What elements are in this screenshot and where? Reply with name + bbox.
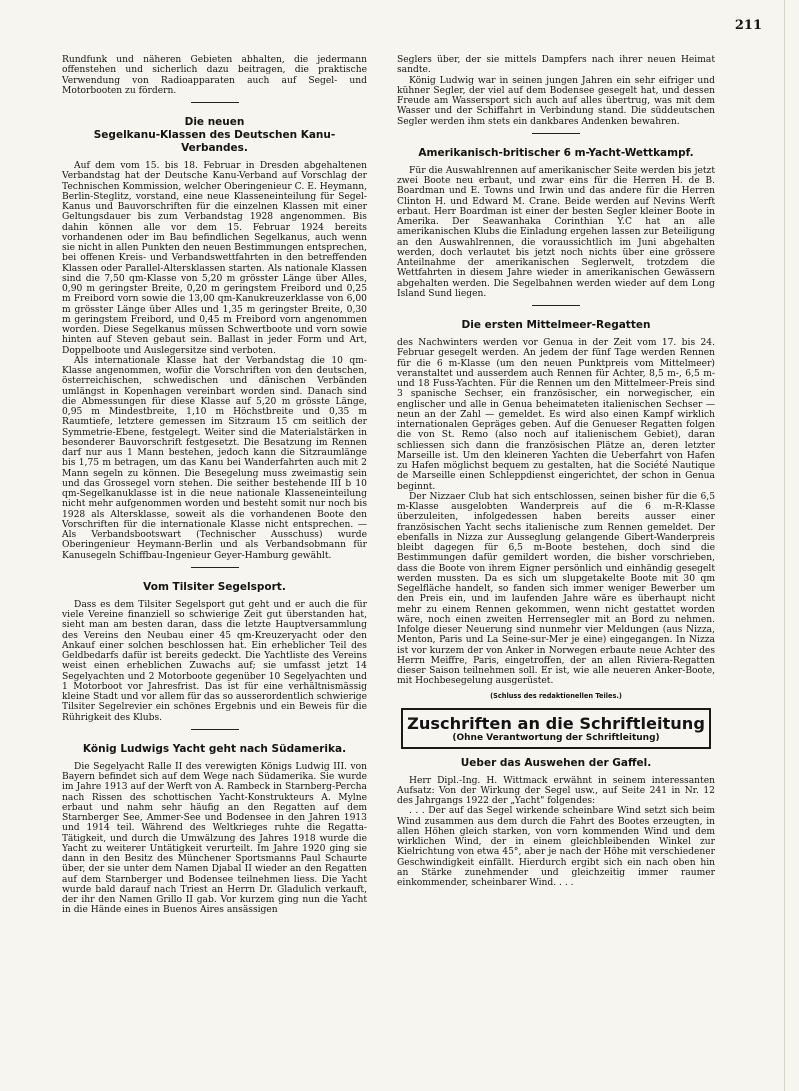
page-number: 211	[734, 18, 762, 33]
article-kanu-title: Die neuen	[184, 116, 245, 128]
article-ludwig-paragraph: Die Segelyacht Ralle II des verewigten Königs Ludwig III. von Bayern befindet sich auf dem Wege nach Südamerika. Sie wurde im Jahre 1913 auf der Werft von A. Rambeck in Starnberg-Percha nach Rissen des schottischen Yacht-Konstrukteurs A. Mylne erbaut und nahm sehr häufig an den Regatten auf dem Starnberger See, Ammer-See und Bodensee in den Jahren 1913 und 1914 teil. Während des Weltkrieges ruhte die Regatta-Tätigkeit, und durch die Umwälzung des Jahres 1918 wurde die Yacht zu weiterer Untätigkeit verurteilt. Im Jahre 1920 ging sie dann in den Besitz des Münchener Sportsmanns Paul Schaurte über, der sie unter dem Namen Djabal II wieder an den Regatten auf dem Starnberger und Bodensee teilnehmen liess. Die Yacht wurde bald darauf nach Triest an Herrn Dr. Gladulich verkauft, der ihr den Namen Grillo II gab. Vor kurzem ging nun die Yacht in die Hände eines in Buenos Aires ansässigen	[62, 761, 367, 916]
article-tilsit-paragraph: Dass es dem Tilsiter Segelsport gut geht und er auch die für viele Vereine finanziell so schwierige Zeit gut überstanden hat, sieht man am besten daran, dass die letzte Hauptversammlung des Vereins den Neubau einer 45 qm-Kreuzeryacht oder den Ankauf einer solchen beschlossen hat. Ein erheblicher Teil des Geldbedarfs dafür ist bereits gedeckt. Die Yachtliste des Vereins weist einen erheblichen Zuwachs auf; sie umfasst jetzt 14 Segelyachten und 2 Motorboote gegenüber 10 Segelyachten und 1 Motorboot vor Jahresfrist. Das ist für eine verhältnismässig kleine Stadt und vor allem für das so ausserordentlich schwierige Tilsiter Segelrevier ein schönes Ergebnis und ein Beweis für die Rührigkeit des Klubs.	[62, 599, 367, 723]
letters-box-subtitle: (Ohne Verantwortung der Schriftleitung)	[452, 732, 660, 743]
article-kanu-paragraph: Als internationale Klasse hat der Verbandstag die 10 qm-Klasse angenommen, wofür die Vorschriften von den deutschen, österreichischen, schwedischen und dänischen Verbänden umlängst in Kopenhagen vereinbart worden sind. Danach sind die Abmessungen für diese Klasse auf 5,20 m grösste Länge, 0,95 m Mindestbreite, 1,10 m Höchstbreite und 0,35 m Raumtiefe, letztere gemessen im Sitzraum 15 cm seitlich der Symmetrie-Ebene, festgelegt. Weiter sind die Materialstärken in besonderer Bauvorschrift festgesetzt. Die Besatzung im Rennen darf nur aus 1 Mann bestehen, jedoch kann die Sitzraumlänge bis 1,75 m betragen, um das Kanu bei Wanderfahrten auch mit 2 Mann segeln zu können. Die Besegelung muss zweimastig sein und das Grossegel vorn stehen. Die seither bestehende III b 10 qm-Segelkanuklasse ist in die neue nationale Klasseneinteilung nicht mehr aufgenommen worden und besteht somit nur noch bis 1928 als Altersklasse, soweit als die vorhandenen Boote den Vorschriften für die internationale Klasse nicht entsprechen. — Als Verbandsbootswart (Technischer Ausschuss) wurde Oberingenieur Heymann-Berlin und als Verbandsobmann für Kanusegeln Schiffbau-Ingenieur Geyer-Hamburg gewählt.	[62, 355, 367, 561]
divider	[532, 305, 580, 306]
article-gaffel-title: Ueber das Auswehen der Gaffel.	[460, 756, 652, 769]
article-mittelmeer-title: Die ersten Mittelmeer-Regatten	[461, 319, 651, 331]
letters-box	[401, 708, 711, 749]
page-edge	[784, 0, 791, 1091]
left-column	[62, 55, 367, 916]
article-tilsit-title: Vom Tilsiter Segelsport.	[143, 580, 286, 593]
intro-paragraph: Rundfunk und näheren Gebieten abhalten, die jedermann offenstehen und sicherlich dazu beitragen, die praktische Verwendung von Radioapparaten auch auf Segel- und Motorbooten zu fördern.	[62, 55, 367, 96]
article-mittelmeer-paragraph: Der Nizzaer Club hat sich entschlossen, seinen bisher für die 6,5 m-Klasse ausgelobten Wanderpreis auf die 6 m-R-Klasse überzuleiten, infolgedessen haben bereits ausser einer französischen Yacht sechs italienische zum Rennen gemeldet. Der ebenfalls in Nizza zur Ausseglung gelangende Gibert-Wanderpreis bleibt dagegen für 6,5 m-Boote bestehen, doch sind die Bestimmungen dafür gemildert worden, die bisher vorschrieben, dass die Boote von ihrem Eigner persönlich und einhändig gesegelt werden mussten. Da es sich um slupgetakelte Boote mit 30 qm Segelfläche handelt, so fanden sich immer weniger Bewerber um den Preis ein, und im laufenden Jahre wäre es überhaupt nicht mehr zu einem Rennen gekommen, wenn nicht gestattet worden wäre, noch einen zweiten Herrensegler mit an Bord zu nehmen. Infolge dieser Neuerung sind nunmehr vier Meldungen (aus Nizza, Menton, Paris und La Seine-sur-Mer je eine) eingegangen. In Nizza ist vor kurzem der von Anker in Norwegen erbaute neue Achter des Herrn Meiffre, Paris, eingetroffen, der an allen Riviera-Regatten dieser Saison teilnehmen soll. Er ist, wie alle neueren Anker-Boote, mit Hochbesegelung ausgerüstet.	[397, 491, 715, 687]
article-ludwig-title: König Ludwigs Yacht geht nach Südamerika.	[82, 742, 347, 755]
divider	[191, 567, 239, 568]
divider	[191, 729, 239, 730]
right-column	[397, 55, 715, 888]
closing-note: (Schluss des redaktionellen Teiles.)	[490, 691, 622, 700]
article-gaffel-paragraph: Herr Dipl.-Ing. H. Wittmack erwähnt in seinem interessanten Aufsatz: Von der Wirkung der Segel usw., auf Seite 241 in Nr. 12 des Jahrgangs 1922 der „Yacht" folgendes:	[397, 775, 715, 806]
letters-box-title: Zuschriften an die Schriftleitung	[407, 713, 705, 733]
divider	[532, 133, 580, 134]
continuation-paragraph: König Ludwig war in seinen jungen Jahren ein sehr eifriger und kühner Segler, der viel auf dem Bodensee gesegelt hat, und dessen Freude am Wassersport sich auch auf alles übertrug, was mit dem Wasser und der Schiffahrt in Verbindung stand. Die süddeutschen Segler werden ihm stets ein dankbares Andenken bewahren.	[397, 75, 715, 127]
continuation-paragraph: Seglers über, der sie mittels Dampfers nach ihrer neuen Heimat sandte.	[397, 55, 715, 76]
article-6m-title: Amerikanisch-britischer 6 m-Yacht-Wettkampf.	[418, 146, 694, 159]
article-gaffel-quote: . . . Der auf das Segel wirkende scheinbare Wind setzt sich beim Wind zusammen aus dem durch die Fahrt des Bootes erzeugten, in allen Höhen gleich starken, von vorn kommenden Wind und dem wirklichen Wind, der in einem gleichbleibenden Winkel zur Kielrichtung von etwa 45°, aber je nach der Höhe mit verschiedener Geschwindigkeit einfällt. Hierdurch ergibt sich ein nach oben hin an Stärke zunehmender und gleichzeitig immer raumer einkommender, scheinbarer Wind. . . .	[397, 806, 715, 888]
article-kanu-heading	[62, 116, 367, 155]
article-mittelmeer-paragraph: des Nachwinters werden vor Genua in der Zeit vom 17. bis 24. Februar gesegelt werden. An jedem der fünf Tage werden Rennen für die 6 m-Klasse (um den neuen Punktpreis vom Mittelmeer) veranstaltet und ausserdem auch Rennen für Achter, 8,5 m-, 6,5 m- und 18 Fuss-Yachten. Für die Rennen um den Mittelmeer-Preis sind 3 spanische Sechser, ein französischer, ein norwegischer, ein englischer und alle in Genua beheimateten italienischen Sechser — neun an der Zahl — gemeldet. Es wird also einen Kampf wirklich internationalen Gepräges geben. Auf die Genueser Regatten folgen die von St. Remo (also noch auf italienischem Gebiet), daran schliessen sich dann die französischen Plätze an, deren letzter Marseille ist. Um den kleineren Yachten die Ueberfahrt von Hafen zu Hafen möglichst bequem zu gestalten, hat die Société Nautique de Marseille einen Schleppdienst eingerichtet, der schon in Genua beginnt.	[397, 338, 715, 492]
article-kanu-paragraph: Auf dem vom 15. bis 18. Februar in Dresden abgehaltenen Verbandstag hat der Deutsche Kanu-Verband auf Vorschlag der Technischen Kommission, welcher Oberingenieur C. E. Heymann, Berlin-Steglitz, vorstand, eine neue Klasseneinteilung für Segel-Kanus und Bauvorschriften für die einzelnen Klassen mit einer Geltungsdauer bis zum Verbandstag 1928 angenommen. Bis dahin können alle vor dem 15. Februar 1924 bereits vorhandenen oder im Bau befindlichen Segelkanus, auch wenn sie nicht in allen Punkten den neuen Bestimmungen entsprechen, bei offenen Kreis- und Verbandswettfahrten in den betreffenden Klassen oder Parallel-Altersklassen starten. Als nationale Klassen sind die 7,50 qm-Klasse von 5,20 m grösster Länge über Alles, 0,90 m geringster Breite, 0,20 m geringstem Freibord und 0,25 m Freibord vorn sowie die 13,00 qm-Kanukreuzerklasse von 6,00 m grösster Länge über Alles und 1,35 m geringster Breite, 0,30 m geringstem Freibord, und 0,45 m Freibord vorn angenommen worden. Diese Segelkanus müssen Schwertboote und vorn sowie hinten auf Steven gebaut sein. Ballast in jeder Form und Art, Doppelboote und Auslegersitze sind verboten.	[62, 161, 367, 356]
article-6m-paragraph: Für die Auswahlrennen auf amerikanischer Seite werden bis jetzt zwei Boote neu erbaut, und zwar eins für die Herren H. de B. Boardman und E. Towns und Irwin und das andere für die Herren Clinton H. und Edward M. Crane. Beide werden auf Nevins Werft erbaut. Herr Boardman ist einer der besten Segler kleiner Boote in Amerika. Der Seawanhaka Corinthian Y.C hat an alle amerikanischen Klubs die Einladung ergehen lassen zur Beteiligung an den Auswahlrennen, die voraussichtlich im Juni abgehalten werden, doch verlautet bis jetzt noch nichts über eine grössere Anteilnahme der amerikanischen Seglerwelt, trotzdem die Wettfahrten in diesem Jahre wieder in amerikanischen Gewässern abgehalten werden. Die Segelbahnen werden wieder auf dem Long Island Sund liegen.	[397, 165, 715, 299]
article-kanu-subtitle: Segelkanu-Klassen des Deutschen Kanu-Verbandes.	[93, 129, 336, 154]
divider	[191, 102, 239, 103]
